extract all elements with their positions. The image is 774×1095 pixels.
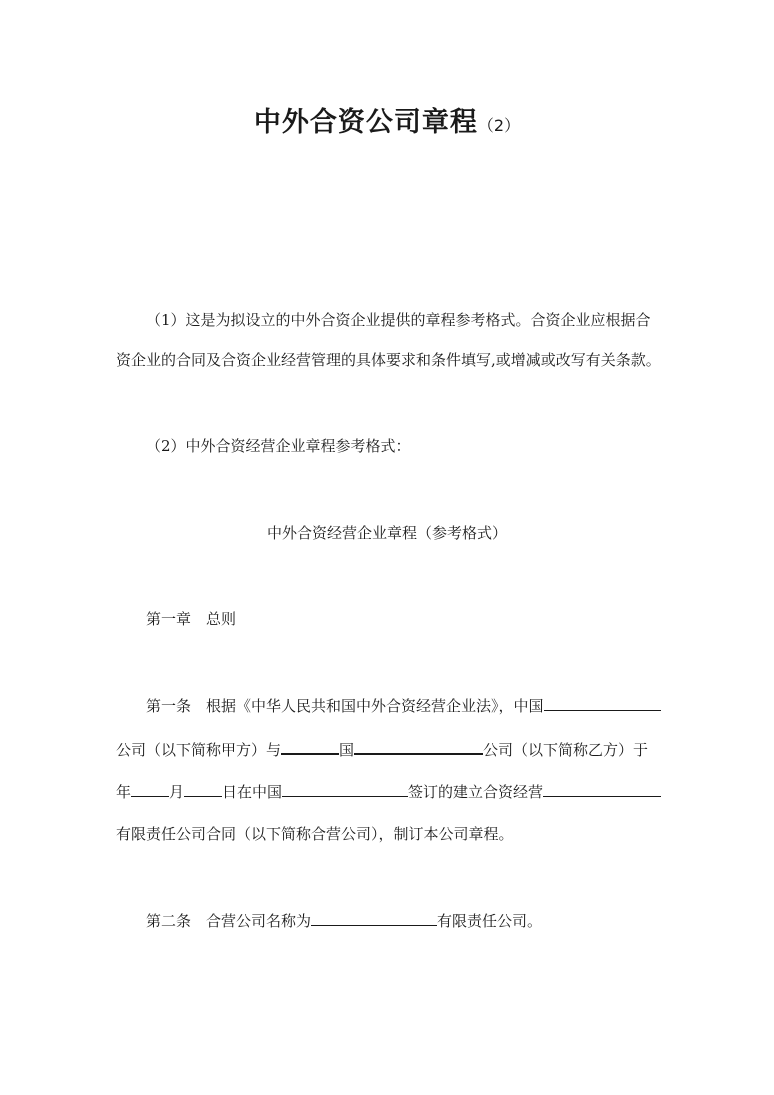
article1-line3-c: 日在中国 [222, 783, 283, 801]
title-suffix: （2） [477, 116, 521, 135]
para2 [146, 435, 691, 457]
blank-chinese-party[interactable] [544, 694, 661, 711]
para1-line2: 资企业的合同及合资企业经营管理的具体要求和条件填写,或增减或改写有关条款。 [116, 351, 661, 369]
blank-foreign-company[interactable] [354, 737, 483, 755]
article1-line2-a: 公司（以下简称甲方）与 [116, 741, 282, 759]
chapter1-heading: 第一章 总则 [146, 610, 237, 628]
blank-company-name[interactable] [311, 909, 437, 926]
article1-line3 [116, 780, 661, 803]
document-title [0, 100, 774, 139]
article1-line3-b: 月 [169, 783, 185, 801]
blank-month[interactable] [184, 780, 222, 797]
article2-a: 第二条 合营公司名称为 [146, 912, 312, 930]
article2-line [146, 909, 691, 932]
article1-line1 [146, 694, 661, 717]
article1-line3-a: 年 [116, 783, 132, 801]
blank-jv-name[interactable] [543, 780, 661, 797]
blank-year[interactable] [131, 780, 169, 797]
blank-foreign-country[interactable] [281, 737, 339, 755]
article1-line2 [116, 737, 661, 761]
article1-line1-text: 第一条 根据《中华人民共和国中外合资经营企业法》，中国 [146, 697, 544, 715]
title-main: 中外合资公司章程 [253, 107, 478, 138]
article1-line4: 有限责任公司合同（以下简称合营公司），制订本公司章程。 [116, 825, 514, 843]
article1-line2-b: 国 [339, 741, 355, 759]
article1-line3-d: 签订的建立合资经营 [408, 783, 544, 801]
para2-text: （2）中外合资经营企业章程参考格式： [146, 437, 411, 455]
article1-line2-c: 公司（以下简称乙方）于 [483, 741, 649, 759]
doc-heading: 中外合资经营企业章程（参考格式） [266, 524, 507, 542]
article2-b: 有限责任公司。 [437, 912, 543, 930]
para1-line1: （1）这是为拟设立的中外合资企业提供的章程参考格式。合资企业应根据合 [146, 311, 651, 329]
blank-signing-place[interactable] [282, 780, 408, 797]
